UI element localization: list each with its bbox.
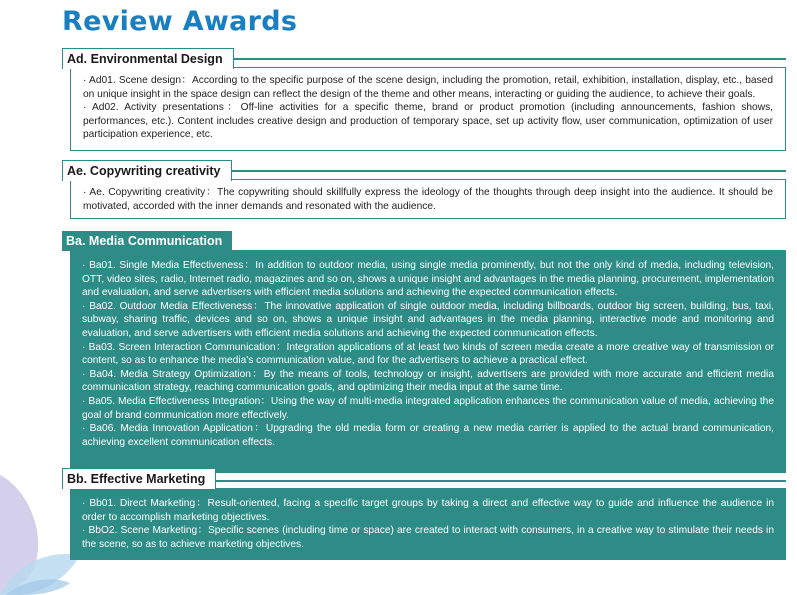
page-title: Review Awards bbox=[62, 6, 298, 37]
entry-ad02: · Ad02. Activity presentations：Off-line activities for a specific theme, brand or product promotion (including announcements, fashion shows, performances, etc.). Content includes creative design and production of temporary space, set up activity flow, user communication, optimization of user participation experience, etc. bbox=[83, 102, 773, 141]
section-media-communication bbox=[62, 231, 786, 473]
entry-ae: · Ae. Copywriting creativity：The copywriting should skillfully express the ideology of the thoughts through deep insight into the audience. It should be motivated, accorded with the inner demands and resonated with the audience. bbox=[83, 187, 774, 212]
entry-ba01: · Ba01. Single Media Effectiveness：In addition to outdoor media, using single media prominently, but not the only kind of media, including television, OTT, video sites, radio, Internet radio, magazines and so on, shows a unique insight and advantages in the media planning, procurement, implementation and evaluation, and serve advertisers with efficient media solutions and achieving the expected communication effects. bbox=[82, 260, 775, 299]
section-heading: Ba. Media Communication bbox=[62, 231, 232, 251]
section-heading: Bb. Effective Marketing bbox=[62, 468, 216, 489]
entry-ba06: · Ba06. Media Innovation Application：Upgrading the old media form or creating a new media carrier is applied to the actual brand communication, achieving excellent communication effects. bbox=[82, 423, 775, 448]
section-body bbox=[70, 250, 786, 473]
section-rule bbox=[202, 480, 786, 482]
entry-ad01: · Ad01. Scene design：According to the specific purpose of the scene design, including the promotion, retail, exhibition, installation, display, etc., based on unique insight in the space design can reflect the design of the theme and other means, interacting or guiding the audience, to achieve their goals. bbox=[83, 75, 773, 100]
section-heading: Ad. Environmental Design bbox=[62, 48, 234, 69]
entry-ba02: · Ba02. Outdoor Media Effectiveness：The innovative application of single outdoor media, including billboards, outdoor big screen, building, bus, taxi, subway, sharing traffic, devices and so on, shows a unique insight and advantages in the media planning, interactive mode and monitoring and evaluation, and serve advertisers with efficient media solutions and achieving the expected communication effects. bbox=[82, 300, 774, 339]
section-rule bbox=[212, 58, 786, 60]
section-heading: Ae. Copywriting creativity bbox=[62, 160, 232, 181]
entry-bb02: · BbO2. Scene Marketing：Specific scenes (including time or space) are created to interact with consumers, in a creative way to stimulate their needs in the scene, so as to achieve marketing objectives. bbox=[82, 525, 774, 550]
entry-bb01: · Bb01. Direct Marketing：Result-oriented, facing a specific target groups by taking a direct and effective way to guide and influence the audience in order to accomplish marketing objectives. bbox=[82, 498, 775, 523]
section-body bbox=[70, 179, 786, 219]
entry-ba05: · Ba05. Media Effectiveness Integration：Using the way of multi-media integrated application enhances the communication value of media, achieving the goal of brand communication more effectively. bbox=[82, 395, 774, 421]
section-copywriting bbox=[62, 160, 786, 219]
section-body bbox=[70, 488, 786, 560]
section-rule bbox=[212, 170, 786, 172]
entry-ba04: · Ba04. Media Strategy Optimization：By the means of tools, technology or insight, advertisers are provided with more accurate and efficient media communication strategy, reaching communication goals, and optimizing their media input at the same time. bbox=[82, 368, 774, 394]
section-environmental-design bbox=[62, 48, 786, 151]
entry-ba03: · Ba03. Screen Interaction Communication：Integration applications of at least two kinds of screen media create a more creative way of transmission or content, so as to enhance the media's communication value, and for the advertisers to achieve a practical effect. bbox=[82, 341, 774, 367]
section-effective-marketing bbox=[62, 468, 786, 560]
section-body bbox=[70, 67, 786, 151]
